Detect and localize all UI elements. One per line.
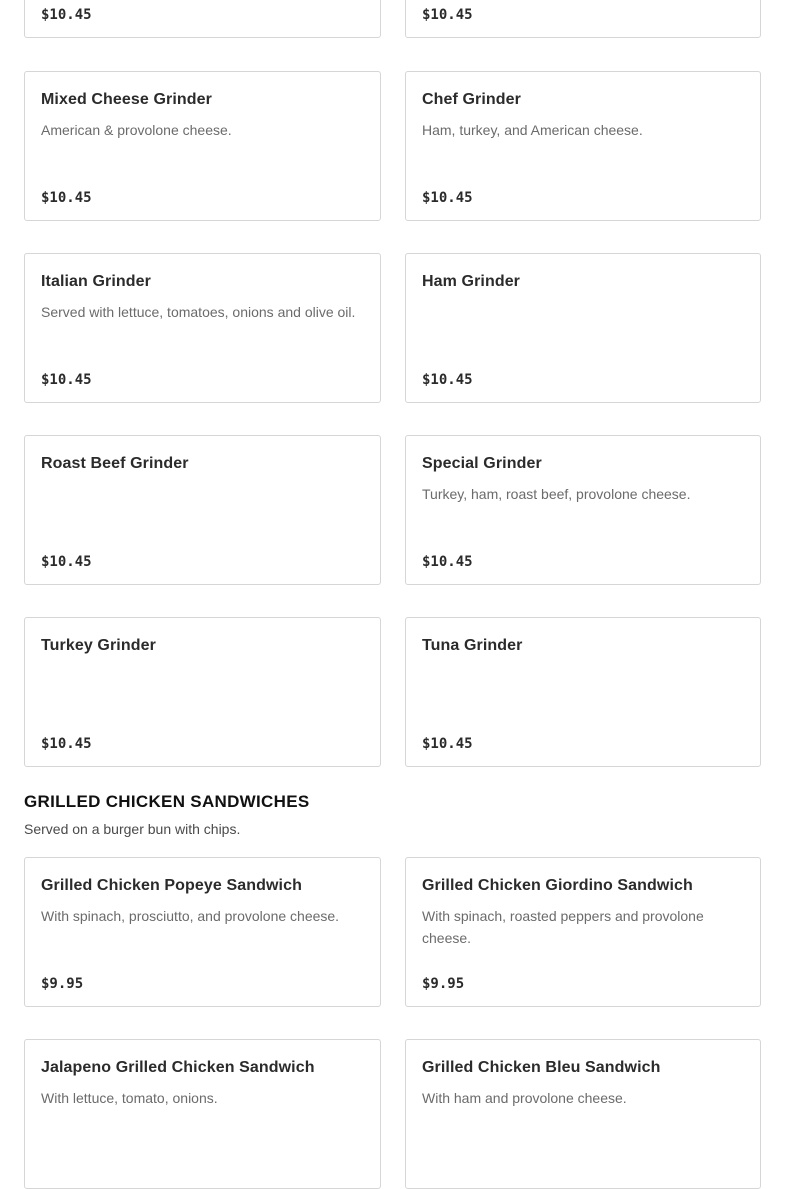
menu-item-name: Roast Beef Grinder	[41, 455, 189, 472]
menu-item-price: $10.45	[422, 7, 473, 23]
menu-item-card[interactable]	[24, 857, 381, 1007]
menu-item-description: Turkey, ham, roast beef, provolone cheese.	[422, 486, 691, 502]
menu-item-price: $10.45	[41, 372, 92, 388]
menu-item-card[interactable]	[24, 0, 381, 38]
menu-item-name: Jalapeno Grilled Chicken Sandwich	[41, 1059, 315, 1076]
menu-item-name: Italian Grinder	[41, 273, 151, 290]
menu-item-name: Chef Grinder	[422, 91, 521, 108]
menu-item-price: $10.45	[41, 7, 92, 23]
menu-item-name: Grilled Chicken Popeye Sandwich	[41, 877, 302, 894]
menu-item-name: Tuna Grinder	[422, 637, 523, 654]
menu-item-name: Grilled Chicken Giordino Sandwich	[422, 877, 693, 894]
menu-item-price: $10.45	[41, 190, 92, 206]
menu-item-price: $10.45	[422, 372, 473, 388]
menu-item-card[interactable]	[405, 857, 761, 1007]
menu-item-price: $10.45	[41, 736, 92, 752]
menu-item-name: Grilled Chicken Bleu Sandwich	[422, 1059, 661, 1076]
menu-item-price: $10.45	[422, 190, 473, 206]
menu-item-card[interactable]	[405, 253, 761, 403]
menu-item-description: With spinach, roasted peppers and provolone cheese.	[422, 908, 704, 946]
menu-item-description: With lettuce, tomato, onions.	[41, 1090, 218, 1106]
menu-item-price: $9.95	[422, 976, 465, 992]
menu-item-card[interactable]	[24, 71, 381, 221]
menu-item-name: Special Grinder	[422, 455, 542, 472]
menu-item-name: Turkey Grinder	[41, 637, 156, 654]
menu-item-card[interactable]	[24, 435, 381, 585]
menu-item-price: $10.45	[422, 736, 473, 752]
menu-item-card[interactable]	[405, 0, 761, 38]
section-description: Served on a burger bun with chips.	[24, 821, 241, 837]
menu-item-description: With spinach, prosciutto, and provolone cheese.	[41, 908, 340, 924]
menu-item-card[interactable]	[24, 1039, 381, 1189]
menu-item-description: With ham and provolone cheese.	[422, 1090, 627, 1106]
menu-item-description: Ham, turkey, and American cheese.	[422, 122, 643, 138]
menu-item-description: Served with lettuce, tomatoes, onions and olive oil.	[41, 304, 356, 320]
menu-item-name: Mixed Cheese Grinder	[41, 91, 212, 108]
menu-item-card[interactable]	[405, 1039, 761, 1189]
menu-item-card[interactable]	[24, 617, 381, 767]
menu-item-card[interactable]	[405, 617, 761, 767]
menu-item-card[interactable]	[24, 253, 381, 403]
menu-item-price: $9.95	[41, 976, 84, 992]
menu-item-name: Ham Grinder	[422, 273, 521, 290]
menu-item-description: American & provolone cheese.	[41, 122, 232, 138]
menu-item-price: $10.45	[422, 554, 473, 570]
menu-item-card[interactable]	[405, 435, 761, 585]
menu-item-price: $10.45	[41, 554, 92, 570]
section-title: GRILLED CHICKEN SANDWICHES	[24, 792, 310, 811]
menu-item-card[interactable]	[405, 71, 761, 221]
